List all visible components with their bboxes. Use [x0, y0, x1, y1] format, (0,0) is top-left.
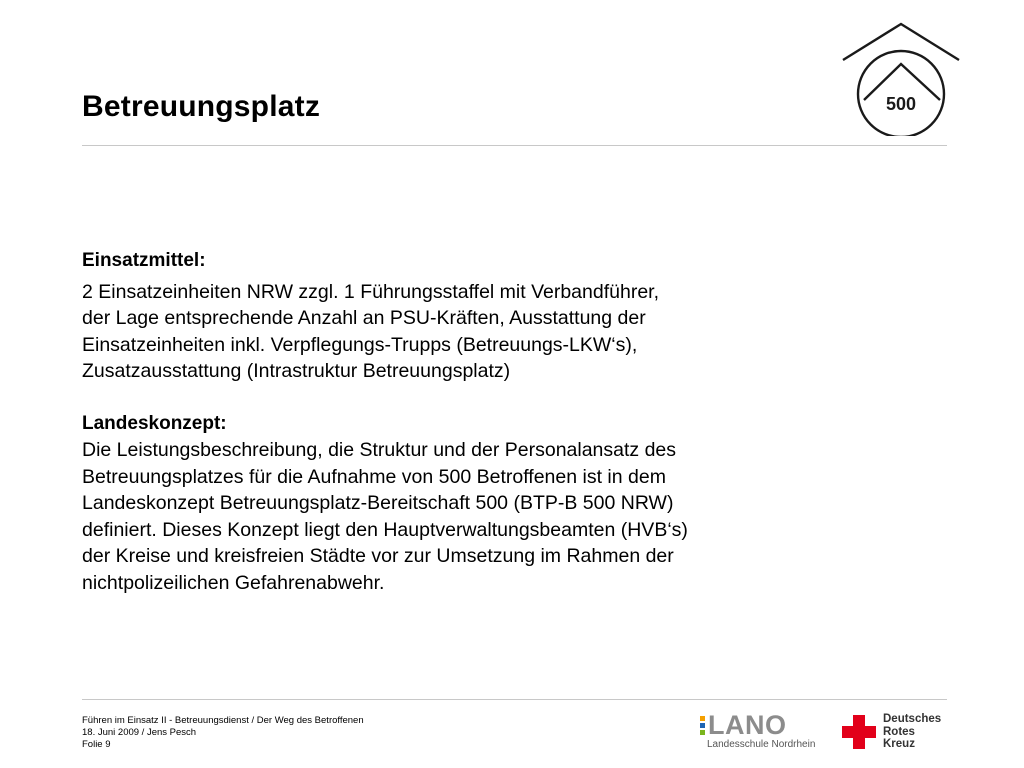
red-cross-icon: [842, 715, 876, 749]
logo-500-number: 500: [885, 94, 917, 114]
text-line: nichtpolizeilichen Gefahrenabwehr.: [82, 571, 385, 594]
slide-title: Betreuungsplatz: [82, 90, 321, 123]
footer-slide-number: Folie 9: [82, 739, 111, 750]
header-divider: [82, 145, 947, 146]
footer-course-title: Führen im Einsatz II - Betreuungsdienst / Der Weg des Betroffenen: [82, 715, 364, 726]
footer-divider: [82, 699, 947, 700]
lano-subtitle: Landesschule Nordrhein: [707, 739, 816, 750]
drk-line: Rotes: [883, 725, 915, 738]
lano-logo: [700, 710, 820, 752]
text-line: Betreuungsplatzes für die Aufnahme von 500 Betroffenen ist in dem: [82, 465, 666, 488]
text-line: Zusatzausstattung (Intrastruktur Betreuungsplatz): [82, 360, 511, 382]
lano-mark-icon: [700, 716, 706, 736]
text-line: definiert. Dieses Konzept liegt den Hauptverwaltungsbeamten (HVB‘s): [82, 518, 688, 541]
drk-line: Kreuz: [883, 738, 915, 750]
section-heading-landeskonzept: Landeskonzept:: [82, 412, 227, 434]
betreuungsplatz-500-logo: [840, 20, 962, 136]
drk-wordmark: [883, 713, 941, 751]
text-line: der Kreise und kreisfreien Städte vor zur Umsetzung im Rahmen der: [82, 545, 674, 567]
section-heading-einsatzmittel: Einsatzmittel:: [82, 250, 206, 271]
slide-body: [82, 248, 842, 596]
text-line: der Lage entsprechende Anzahl an PSU-Kräften, Ausstattung der: [82, 307, 646, 329]
lano-wordmark: LANO: [708, 710, 787, 740]
text-line: Landeskonzept Betreuungsplatz-Bereitschaft 500 (BTP-B 500 NRW): [82, 492, 674, 514]
text-line: Einsatzeinheiten inkl. Verpflegungs-Trupps (Betreuungs-LKW‘s),: [82, 333, 638, 356]
text-line: Die Leistungsbeschreibung, die Struktur und der Personalansatz des: [82, 439, 677, 461]
drk-logo: [842, 713, 952, 753]
drk-line: Deutsches: [883, 713, 942, 725]
footer-date-author: 18. Juni 2009 / Jens Pesch: [82, 727, 197, 738]
section-text-einsatzmittel: [82, 279, 842, 385]
slide-footer: [82, 715, 364, 751]
text-line: 2 Einsatzeinheiten NRW zzgl. 1 Führungsstaffel mit Verbandführer,: [82, 280, 660, 303]
section-text-landeskonzept: [82, 437, 842, 596]
